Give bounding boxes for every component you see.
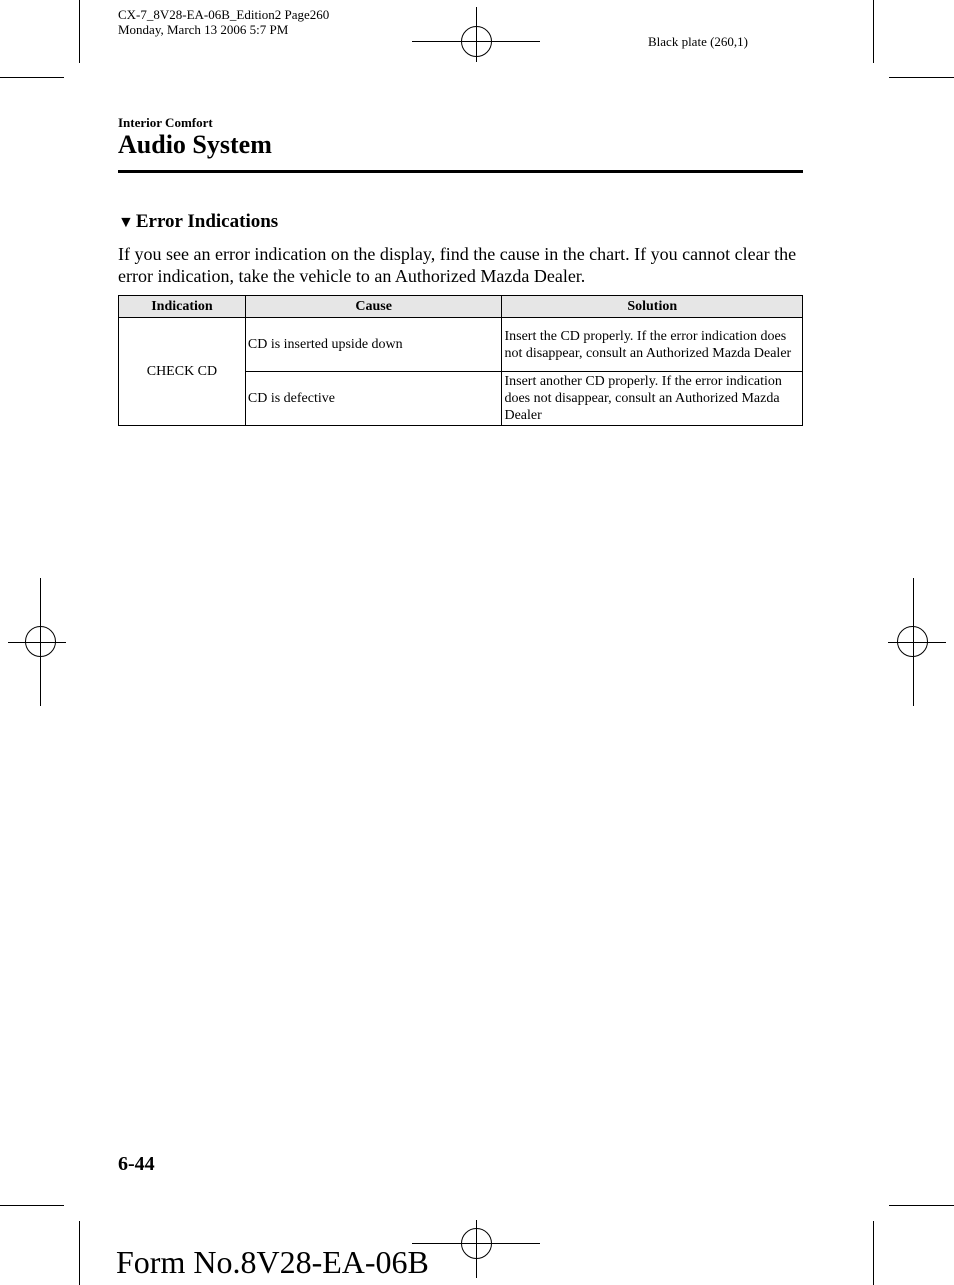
header-cause: Cause	[245, 296, 502, 318]
registration-circle	[897, 626, 928, 657]
cause-cell: CD is inserted upside down	[245, 318, 502, 372]
page-number: 6-44	[118, 1153, 155, 1175]
header-indication: Indication	[119, 296, 246, 318]
crop-mark	[889, 77, 954, 78]
registration-circle	[461, 26, 492, 57]
form-number: Form No.8V28-EA-06B	[116, 1244, 429, 1280]
subheading-text: Error Indications	[135, 211, 279, 232]
error-table	[118, 295, 803, 426]
crop-mark	[79, 0, 80, 63]
section-label: Interior Comfort	[118, 115, 213, 130]
intro-paragraph: If you see an error indication on the display, find the cause in the chart. If you cannot clear the error indication, take the vehicle to an Authorized Mazda Dealer.	[118, 244, 797, 286]
crop-mark	[873, 0, 874, 63]
registration-circle	[25, 626, 56, 657]
crop-mark	[0, 77, 64, 78]
subheading	[118, 209, 278, 236]
title-rule	[118, 170, 803, 173]
header-solution: Solution	[502, 296, 803, 318]
print-header-date: Monday, March 13 2006 5:7 PM	[118, 22, 289, 37]
crop-mark	[889, 1205, 954, 1206]
page-title: Audio System	[118, 130, 272, 159]
registration-circle	[461, 1228, 492, 1259]
solution-cell: Insert the CD properly. If the error indication does not disappear, consult an Authorized Mazda Dealer	[502, 318, 803, 372]
crop-mark	[79, 1221, 80, 1285]
cause-cell: CD is defective	[245, 372, 502, 426]
indication-cell: CHECK CD	[119, 318, 246, 426]
crop-mark	[873, 1221, 874, 1285]
print-header-file: CX-7_8V28-EA-06B_Edition2 Page260	[118, 7, 330, 22]
table-row	[119, 318, 803, 372]
solution-cell: Insert another CD properly. If the error indication does not disappear, consult an Authorized Mazda Dealer	[502, 372, 803, 426]
crop-mark	[0, 1205, 64, 1206]
print-header	[118, 7, 329, 37]
table-header-row	[119, 296, 803, 318]
plate-label: Black plate (260,1)	[648, 34, 748, 49]
triangle-down-icon: ▼	[118, 214, 134, 231]
